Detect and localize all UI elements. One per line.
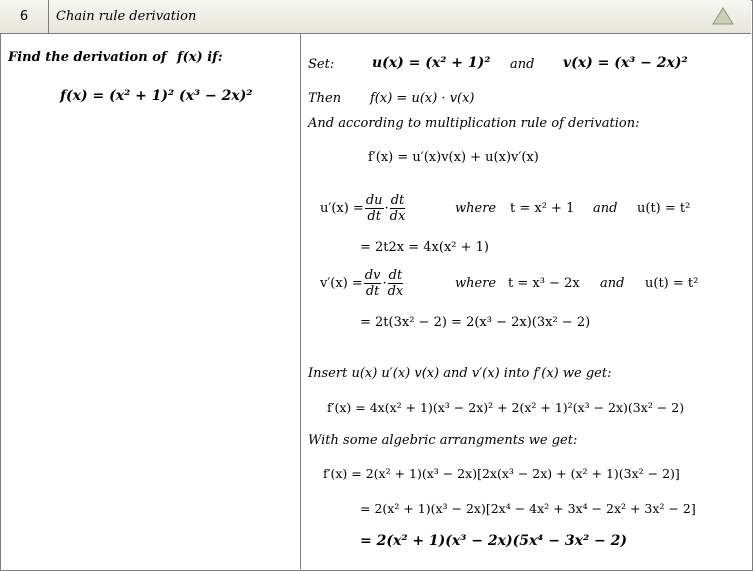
v-substitution: t = x³ − 2x [508,276,580,291]
u-prime-lhs: u′(x) = [320,200,364,216]
dv-dt-fraction [364,268,382,299]
task-if: if: [207,50,223,65]
u-prime-result: = 2t2x = 4x(x² + 1) [360,240,489,255]
task-statement [8,50,223,65]
task-function: f(x) [177,50,203,65]
where-label-u: where [455,201,497,216]
dt-numerator: dt [390,192,405,208]
item-number: 6 [0,0,49,33]
and-label-v: and [600,276,625,291]
rule-text: And according to multiplication rule of derivation: [308,116,640,131]
du-numerator: du [365,192,383,208]
dx-denominator-v: dx [387,283,404,299]
u-of-t: u(t) = t² [637,201,691,216]
dt-dx-fraction-v [388,268,404,299]
du-dt-fraction [365,193,384,224]
dt-denominator-v: dt [365,283,380,299]
dot-operator: · [384,200,389,216]
task-text: Find the derivation of [8,50,167,65]
dt-dx-fraction [390,193,406,224]
card-header [0,0,751,34]
inserted-expression: f′(x) = 4x(x² + 1)(x³ − 2x)² + 2(x² + 1)²(x³ − 2x)(3x² − 2) [327,400,685,415]
v-u-of-t: u(t) = t² [645,276,699,291]
where-label-v: where [455,276,497,291]
algebra-text: With some algebric arrangments we get: [308,433,578,448]
dt-numerator-v: dt [388,267,403,283]
algebra-step-2: = 2(x² + 1)(x³ − 2x)[2x⁴ − 4x² + 3x⁴ − 2x² + 3x² − 2] [360,501,696,516]
set-label: Set: [308,57,335,72]
card-title: Chain rule derivation [56,9,197,24]
u-definition: u(x) = (x² + 1)² [372,55,491,71]
then-label: Then [308,91,342,106]
dot-operator-v: · [382,275,387,291]
and-label-u: and [593,201,618,216]
v-prime-lhs: v′(x) = [320,275,363,291]
insert-text: Insert u(x) u′(x) v(x) and v′(x) into f′(x) we get: [308,366,612,381]
dv-numerator: dv [364,267,381,283]
dt-denominator: dt [367,208,381,224]
task-formula: f(x) = (x² + 1)² (x³ − 2x)² [60,88,253,104]
u-substitution: t = x² + 1 [510,201,575,216]
and-label-1: and [510,57,535,72]
then-expression: f(x) = u(x) · v(x) [370,91,475,106]
algebra-step-1: f′(x) = 2(x² + 1)(x³ − 2x)[2x(x³ − 2x) + (x² + 1)(3x² − 2)] [323,466,680,481]
v-prime-result: = 2t(3x² − 2) = 2(x³ − 2x)(3x² − 2) [360,315,591,330]
dx-denominator: dx [389,208,406,224]
collapse-triangle-icon[interactable] [712,7,734,25]
u-prime-equation [320,188,406,228]
v-definition: v(x) = (x³ − 2x)² [563,55,688,71]
product-rule: f′(x) = u′(x)v(x) + u(x)v′(x) [368,150,539,165]
column-divider [300,34,301,569]
final-result: = 2(x² + 1)(x³ − 2x)(5x⁴ − 3x² − 2) [360,533,627,549]
v-prime-equation [320,263,404,303]
